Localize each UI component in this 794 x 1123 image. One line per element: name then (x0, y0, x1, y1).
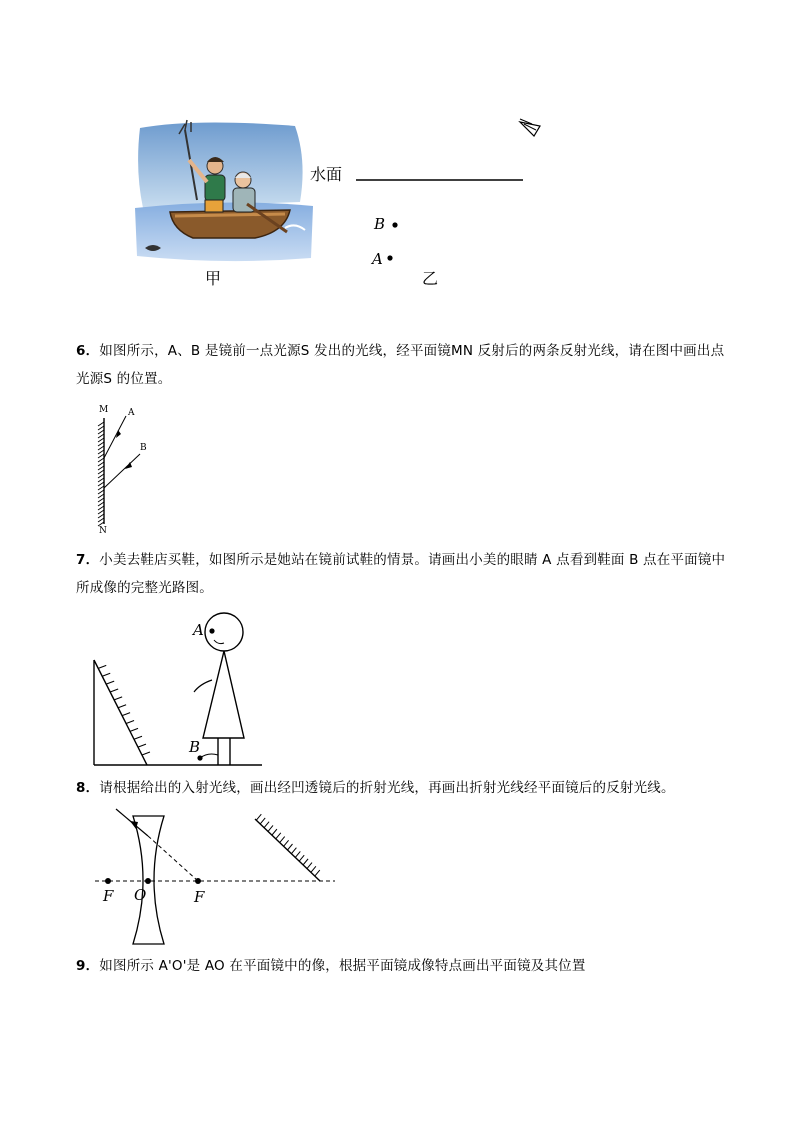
label-jia: 甲 (205, 269, 222, 288)
label-shoe-b: B (189, 738, 201, 756)
label-eye-a: A (193, 621, 204, 639)
question-text: 如图所示 A'O'是 AO 在平面镜中的像，根据平面镜成像特点画出平面镜及其位置 (99, 958, 586, 974)
label-m: M (99, 405, 109, 415)
label-focus-right: F (194, 888, 205, 906)
label-yi: 乙 (422, 269, 439, 288)
label-focus-left: F (103, 887, 114, 905)
question-text: 小美去鞋店买鞋，如图所示是她站在镜前试鞋的情景。请画出小美的眼睛 A 点看到鞋面 B 点在平面镜中所成像的完整光路图。 (76, 552, 726, 596)
label-ray-b: B (140, 443, 147, 453)
label-point-b: B (374, 215, 386, 233)
label-point-a: A (372, 250, 383, 268)
label-optical-center: O (134, 886, 147, 904)
label-n: N (99, 526, 107, 536)
question-number: 8． (76, 780, 100, 796)
question-number: 6． (76, 343, 100, 359)
question-number: 9． (76, 958, 100, 974)
question-text: 如图所示，A、B 是镜前一点光源S 发出的光线，经平面镜MN 反射后的两条反射光线，请在图中画出点光源S 的位置。 (76, 343, 725, 387)
optical-center-dot (145, 878, 151, 884)
question-number: 7． (76, 552, 100, 568)
label-water-surface: 水面 (310, 165, 343, 184)
focus-right-dot (195, 878, 201, 884)
mirror-hatching (256, 814, 320, 876)
focus-left-dot (105, 878, 111, 884)
question-9 (76, 952, 736, 980)
question-text: 请根据给出的入射光线，画出经凹透镜后的折射光线，再画出折射光线经平面镜后的反射光线。 (99, 780, 675, 796)
label-ray-a: A (128, 408, 135, 418)
